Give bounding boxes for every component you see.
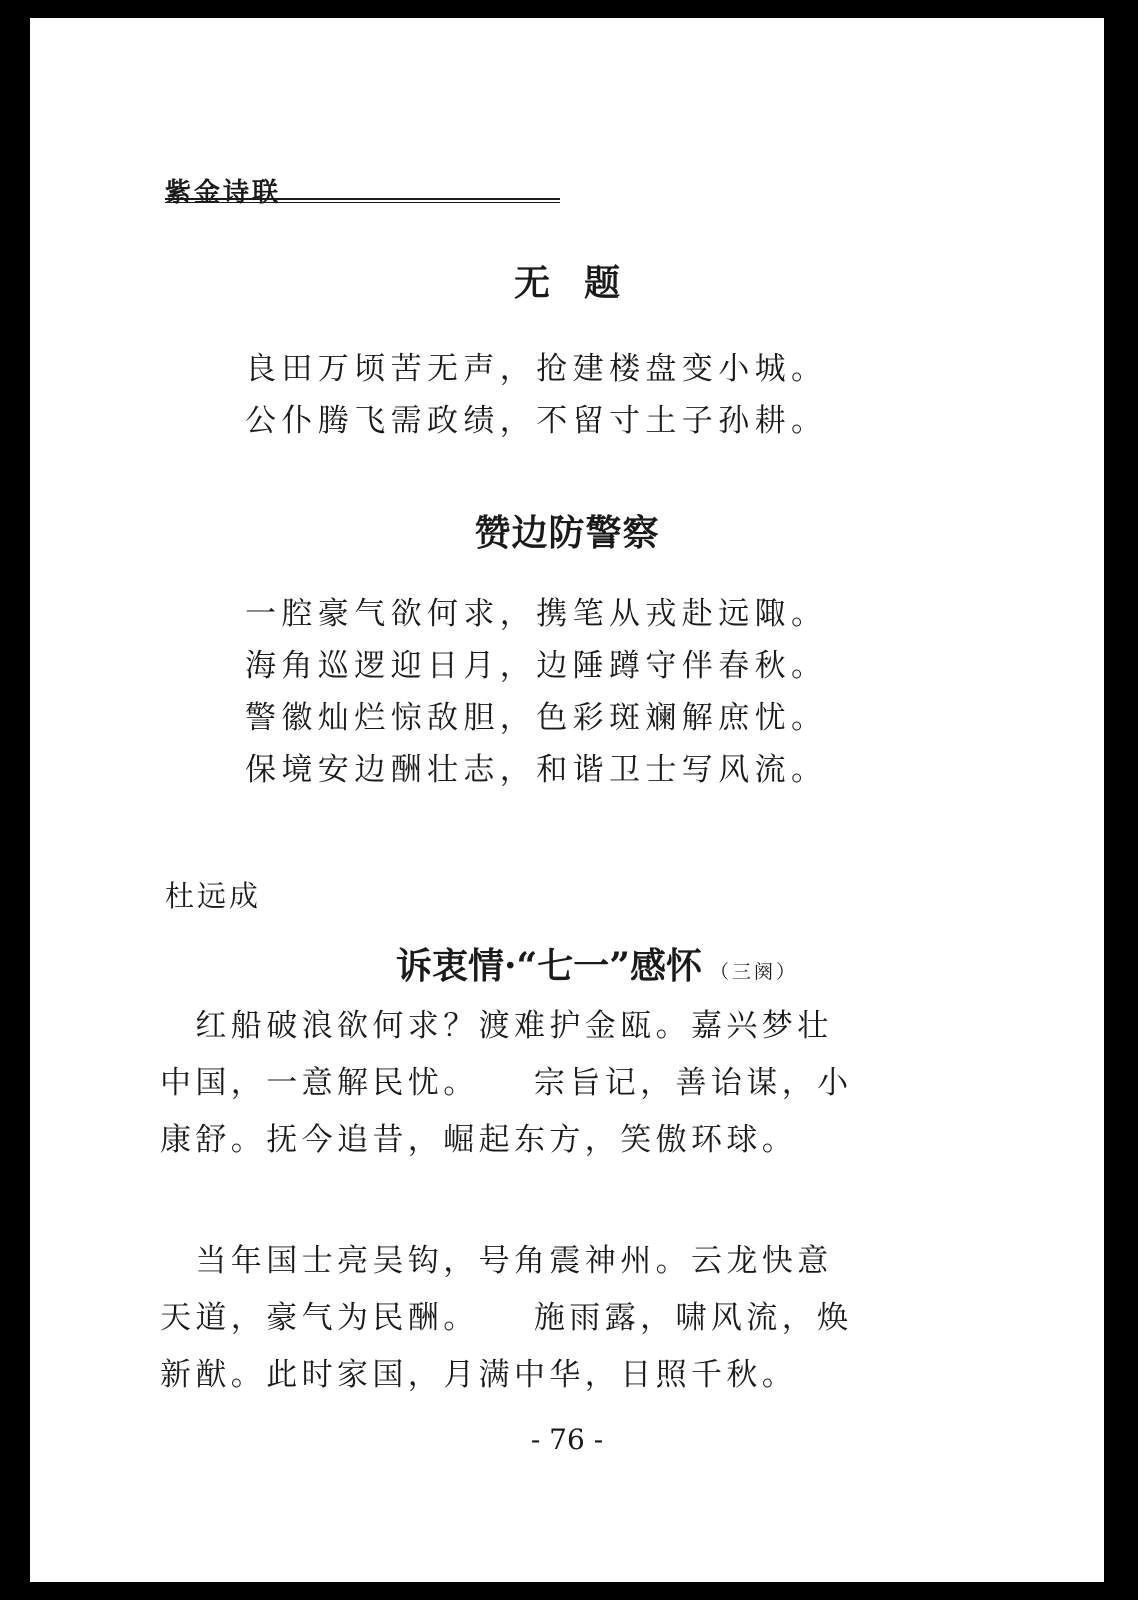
poem-line: 一腔豪气欲何求，携笔从戎赴远陬。 <box>245 596 828 632</box>
poem-line: 良田万顷苦无声，抢建楼盘变小城。 <box>245 351 828 387</box>
poem-line: 公仆腾飞需政绩，不留寸土子孙耕。 <box>245 403 828 439</box>
poem-body <box>245 588 827 796</box>
header-title: 紫金诗联 <box>165 178 282 208</box>
stanza <box>160 998 918 1169</box>
poem-title <box>30 946 1104 992</box>
book-page <box>30 18 1104 1582</box>
poem-line: 海角巡逻迎日月，边陲蹲守伴春秋。 <box>245 648 828 684</box>
poem-title: 无题 <box>513 262 654 304</box>
poem-title-text: 诉衷情·“七一”感怀 <box>396 945 702 987</box>
poem-title-note: （三阕） <box>709 961 798 983</box>
stanza-line: 天道，豪气为民酬。 施雨露，啸风流，焕 <box>160 1300 853 1336</box>
header-rule <box>165 198 560 203</box>
stanza-line: 当年国士亮吴钩，号角震神州。云龙快意 <box>160 1243 833 1279</box>
poem-line: 保境安边酬壮志，和谐卫士写风流。 <box>245 752 828 788</box>
author-name: 杜远成 <box>165 879 262 913</box>
page-number: - 76 - <box>530 1423 604 1456</box>
running-header <box>165 160 560 208</box>
poem-line: 警徽灿烂惊敌胆，色彩斑斓解庶忧。 <box>245 700 828 736</box>
stanza-line: 红船破浪欲何求？渡难护金瓯。嘉兴梦壮 <box>160 1008 833 1044</box>
stanza-line: 康舒。抚今追昔，崛起东方，笑傲环球。 <box>160 1122 798 1158</box>
stanza-line: 中国，一意解民忧。 宗旨记，善诒谋，小 <box>160 1065 853 1101</box>
stanza-line: 新猷。此时家国，月满中华，日照千秋。 <box>160 1357 798 1393</box>
poem-body <box>245 343 827 447</box>
poem-title: 赞边防警察 <box>474 512 660 554</box>
stanza <box>160 1233 918 1404</box>
